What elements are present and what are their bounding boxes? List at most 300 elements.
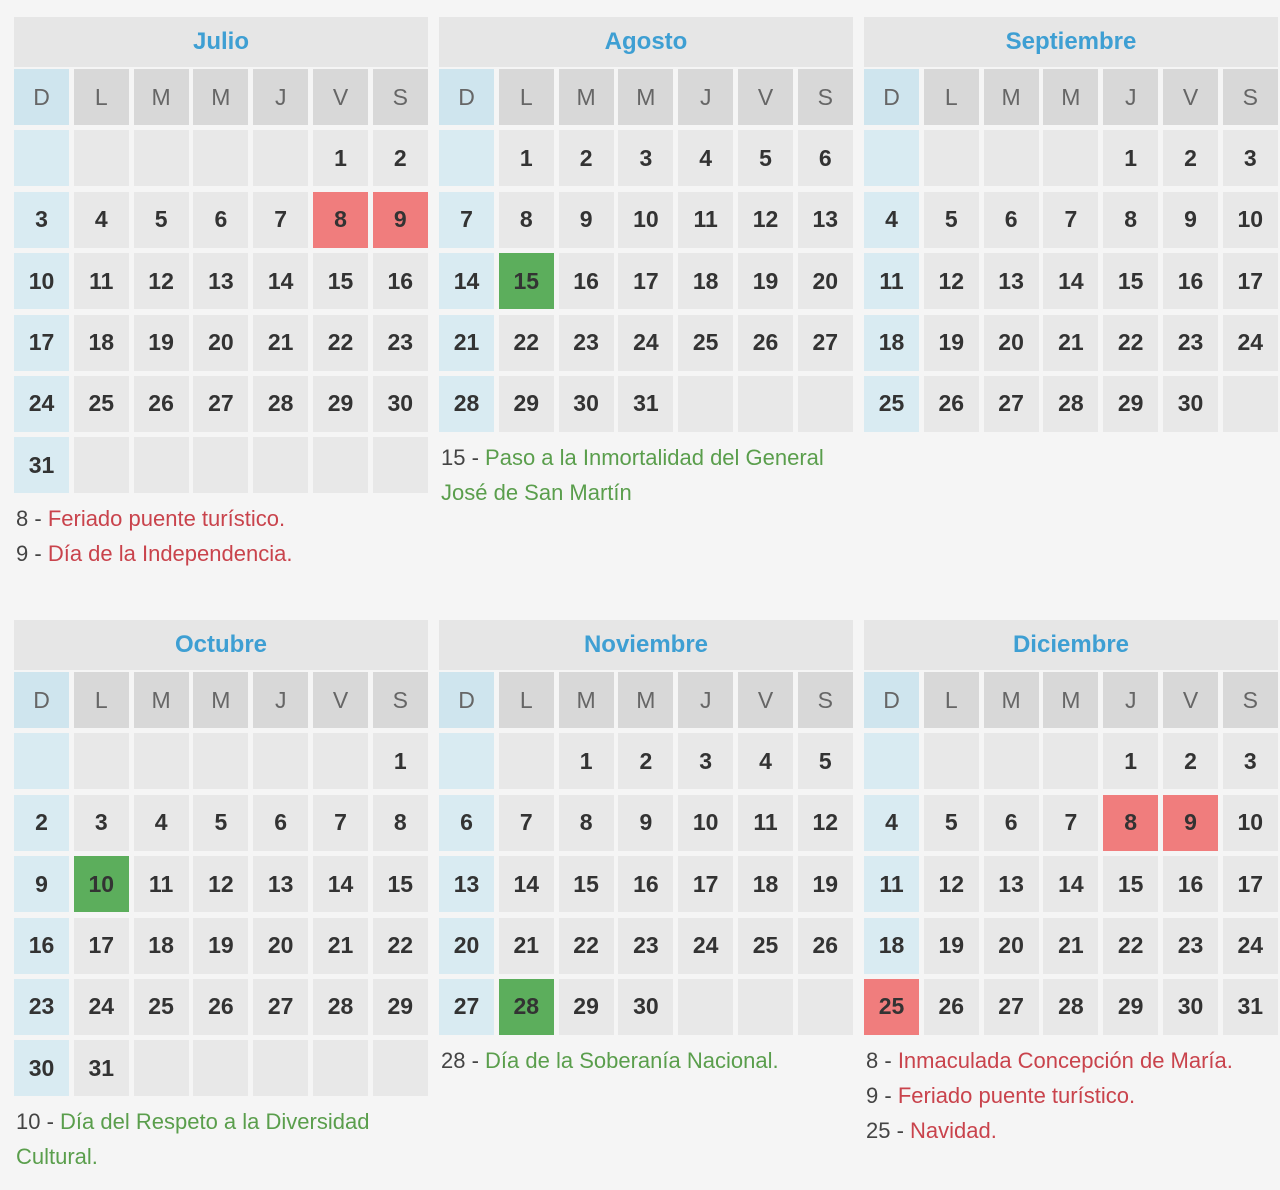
day-cell[interactable]: 15: [313, 253, 368, 309]
day-cell[interactable]: 16: [1163, 856, 1218, 912]
day-cell[interactable]: 12: [924, 856, 979, 912]
day-cell[interactable]: 13: [253, 856, 308, 912]
day-cell[interactable]: 10: [1223, 192, 1278, 248]
day-cell[interactable]: 1: [373, 733, 428, 789]
day-cell[interactable]: 8: [373, 795, 428, 851]
holiday-note-day: 28: [441, 1047, 466, 1073]
day-cell[interactable]: 1: [559, 733, 614, 789]
holiday-note-separator: -: [28, 506, 48, 532]
holiday-note-day: 9: [866, 1082, 879, 1108]
holiday-notes: [14, 1104, 428, 1174]
day-cell[interactable]: 9: [559, 192, 614, 248]
weekday-header: D: [439, 69, 494, 125]
empty-cell: [313, 1040, 368, 1096]
day-cell[interactable]: 30: [618, 979, 673, 1035]
day-cell[interactable]: 21: [1043, 315, 1098, 371]
day-cell[interactable]: 31: [1223, 979, 1278, 1035]
day-cell[interactable]: 14: [253, 253, 308, 309]
day-cell[interactable]: 17: [678, 856, 733, 912]
day-cell[interactable]: 26: [193, 979, 248, 1035]
day-cell[interactable]: 3: [618, 130, 673, 186]
empty-cell: [253, 437, 308, 493]
day-cell[interactable]: 29: [559, 979, 614, 1035]
day-cell[interactable]: 14: [499, 856, 554, 912]
day-cell[interactable]: 24: [1223, 315, 1278, 371]
weekday-header: S: [798, 672, 853, 728]
day-cell[interactable]: 3: [1223, 733, 1278, 789]
day-cell[interactable]: 20: [439, 918, 494, 974]
month-grid: [14, 672, 428, 1096]
month-title: Noviembre: [439, 620, 853, 670]
day-cell[interactable]: 26: [134, 376, 189, 432]
day-cell[interactable]: 24: [1223, 918, 1278, 974]
day-cell[interactable]: 22: [559, 918, 614, 974]
month-title: Agosto: [439, 17, 853, 67]
day-cell[interactable]: 7: [1043, 795, 1098, 851]
day-cell[interactable]: 18: [134, 918, 189, 974]
weekday-header: J: [678, 672, 733, 728]
day-cell[interactable]: 20: [984, 315, 1039, 371]
weekday-header: S: [798, 69, 853, 125]
day-cell[interactable]: 4: [134, 795, 189, 851]
day-cell[interactable]: 7: [499, 795, 554, 851]
day-cell[interactable]: 20: [253, 918, 308, 974]
day-cell[interactable]: 5: [798, 733, 853, 789]
day-cell[interactable]: 29: [1103, 979, 1158, 1035]
empty-cell: [924, 130, 979, 186]
day-cell[interactable]: 12: [798, 795, 853, 851]
day-cell[interactable]: 27: [439, 979, 494, 1035]
day-cell[interactable]: 10: [74, 856, 129, 912]
day-cell[interactable]: 11: [738, 795, 793, 851]
day-cell[interactable]: 28: [253, 376, 308, 432]
weekday-header: D: [14, 69, 69, 125]
day-cell[interactable]: 17: [1223, 253, 1278, 309]
day-cell[interactable]: 11: [864, 856, 919, 912]
day-cell[interactable]: 2: [14, 795, 69, 851]
weekday-header: V: [738, 672, 793, 728]
month-diciembre: [864, 620, 1278, 1148]
day-cell[interactable]: 13: [193, 253, 248, 309]
empty-cell: [193, 130, 248, 186]
month-agosto: [439, 17, 853, 510]
weekday-header: M: [984, 69, 1039, 125]
weekday-header: S: [1223, 69, 1278, 125]
holiday-note-separator: -: [465, 1047, 486, 1073]
day-cell[interactable]: 13: [798, 192, 853, 248]
day-cell[interactable]: 2: [1163, 733, 1218, 789]
weekday-header: L: [924, 69, 979, 125]
day-cell[interactable]: 6: [798, 130, 853, 186]
day-cell[interactable]: 20: [193, 315, 248, 371]
day-cell[interactable]: 5: [924, 795, 979, 851]
day-cell[interactable]: 31: [618, 376, 673, 432]
holiday-note-text: Día de la Independencia.: [47, 541, 293, 567]
holiday-note: [864, 1078, 1278, 1113]
day-cell[interactable]: 30: [373, 376, 428, 432]
empty-cell: [373, 437, 428, 493]
day-cell[interactable]: 18: [678, 253, 733, 309]
empty-cell: [373, 1040, 428, 1096]
holiday-notes: [864, 1043, 1278, 1148]
holiday-notes: [439, 1043, 853, 1078]
weekday-header: M: [559, 672, 614, 728]
day-cell[interactable]: 1: [313, 130, 368, 186]
weekday-header: J: [1103, 69, 1158, 125]
day-cell[interactable]: 22: [373, 918, 428, 974]
day-cell[interactable]: 29: [1103, 376, 1158, 432]
day-cell[interactable]: 22: [313, 315, 368, 371]
day-cell[interactable]: 30: [14, 1040, 69, 1096]
day-cell[interactable]: 13: [984, 253, 1039, 309]
holiday-note: [864, 1043, 1278, 1078]
day-cell[interactable]: 9: [1163, 795, 1218, 851]
month-grid: [14, 69, 428, 493]
day-cell[interactable]: 24: [618, 315, 673, 371]
day-cell[interactable]: 12: [924, 253, 979, 309]
weekday-header: V: [1163, 672, 1218, 728]
empty-cell: [134, 1040, 189, 1096]
weekday-header: J: [1103, 672, 1158, 728]
weekday-header: D: [864, 69, 919, 125]
holiday-note: [439, 440, 853, 510]
empty-cell: [193, 437, 248, 493]
weekday-header: M: [134, 672, 189, 728]
day-cell[interactable]: 26: [798, 918, 853, 974]
day-cell[interactable]: 16: [373, 253, 428, 309]
day-cell[interactable]: 2: [1163, 130, 1218, 186]
day-cell[interactable]: 13: [984, 856, 1039, 912]
day-cell[interactable]: 16: [618, 856, 673, 912]
day-cell[interactable]: 25: [864, 376, 919, 432]
day-cell[interactable]: 8: [1103, 192, 1158, 248]
month-grid: [864, 69, 1278, 432]
day-cell[interactable]: 23: [373, 315, 428, 371]
day-cell[interactable]: 29: [373, 979, 428, 1035]
weekday-header: S: [1223, 672, 1278, 728]
empty-cell: [74, 733, 129, 789]
weekday-header: D: [439, 672, 494, 728]
day-cell[interactable]: 27: [798, 315, 853, 371]
weekday-header: M: [193, 69, 248, 125]
day-cell[interactable]: 16: [1163, 253, 1218, 309]
day-cell[interactable]: 17: [618, 253, 673, 309]
day-cell[interactable]: 1: [1103, 130, 1158, 186]
day-cell[interactable]: 6: [253, 795, 308, 851]
empty-cell: [1043, 130, 1098, 186]
day-cell[interactable]: 26: [924, 979, 979, 1035]
day-cell[interactable]: 4: [74, 192, 129, 248]
day-cell[interactable]: 24: [74, 979, 129, 1035]
day-cell[interactable]: 5: [193, 795, 248, 851]
day-cell[interactable]: 19: [924, 315, 979, 371]
day-cell[interactable]: 5: [134, 192, 189, 248]
empty-cell: [134, 437, 189, 493]
day-cell[interactable]: 1: [1103, 733, 1158, 789]
day-cell[interactable]: 19: [924, 918, 979, 974]
empty-cell: [738, 376, 793, 432]
holiday-note: [864, 1113, 1278, 1148]
day-cell[interactable]: 29: [313, 376, 368, 432]
day-cell[interactable]: 6: [439, 795, 494, 851]
day-cell[interactable]: 7: [313, 795, 368, 851]
empty-cell: [798, 979, 853, 1035]
weekday-header: V: [313, 672, 368, 728]
holiday-note-day: 15: [441, 444, 466, 470]
day-cell[interactable]: 22: [1103, 315, 1158, 371]
day-cell[interactable]: 30: [1163, 376, 1218, 432]
day-cell[interactable]: 28: [439, 376, 494, 432]
weekday-header: M: [134, 69, 189, 125]
day-cell[interactable]: 10: [14, 253, 69, 309]
day-cell[interactable]: 2: [373, 130, 428, 186]
weekday-header: M: [559, 69, 614, 125]
day-cell[interactable]: 25: [134, 979, 189, 1035]
day-cell[interactable]: 27: [193, 376, 248, 432]
day-cell[interactable]: 31: [14, 437, 69, 493]
holiday-notes: [14, 501, 428, 571]
day-cell[interactable]: 28: [1043, 979, 1098, 1035]
day-cell[interactable]: 27: [984, 979, 1039, 1035]
day-cell[interactable]: 21: [253, 315, 308, 371]
day-cell[interactable]: 8: [499, 192, 554, 248]
holiday-note-text: Paso a la Inmortalidad del General José de San Martín: [441, 444, 824, 505]
day-cell[interactable]: 18: [738, 856, 793, 912]
day-cell[interactable]: 19: [798, 856, 853, 912]
day-cell[interactable]: 1: [499, 130, 554, 186]
day-cell[interactable]: 11: [134, 856, 189, 912]
holiday-note-day: 10: [16, 1109, 41, 1135]
day-cell[interactable]: 4: [864, 795, 919, 851]
day-cell[interactable]: 23: [14, 979, 69, 1035]
day-cell[interactable]: 6: [984, 795, 1039, 851]
day-cell[interactable]: 24: [14, 376, 69, 432]
day-cell[interactable]: 16: [559, 253, 614, 309]
holiday-notes: [439, 440, 853, 510]
day-cell[interactable]: 12: [134, 253, 189, 309]
holiday-note-text: Día del Respeto a la Diversidad Cultural.: [16, 1109, 370, 1170]
day-cell[interactable]: 8: [559, 795, 614, 851]
day-cell[interactable]: 18: [74, 315, 129, 371]
empty-cell: [134, 130, 189, 186]
day-cell[interactable]: 4: [738, 733, 793, 789]
day-cell[interactable]: 27: [984, 376, 1039, 432]
day-cell[interactable]: 18: [864, 918, 919, 974]
day-cell[interactable]: 3: [1223, 130, 1278, 186]
day-cell[interactable]: 20: [984, 918, 1039, 974]
empty-cell: [74, 437, 129, 493]
day-cell[interactable]: 19: [738, 253, 793, 309]
day-cell[interactable]: 14: [1043, 856, 1098, 912]
empty-cell: [134, 733, 189, 789]
day-cell[interactable]: 6: [193, 192, 248, 248]
empty-cell: [1223, 376, 1278, 432]
day-cell[interactable]: 24: [678, 918, 733, 974]
day-cell[interactable]: 12: [738, 192, 793, 248]
day-cell[interactable]: 14: [1043, 253, 1098, 309]
empty-cell: [984, 733, 1039, 789]
empty-cell: [439, 733, 494, 789]
weekday-header: V: [1163, 69, 1218, 125]
day-cell[interactable]: 15: [1103, 253, 1158, 309]
month-grid: [439, 672, 853, 1035]
empty-cell: [74, 130, 129, 186]
holiday-note-separator: -: [878, 1047, 898, 1073]
day-cell[interactable]: 10: [678, 795, 733, 851]
month-noviembre: [439, 620, 853, 1078]
day-cell[interactable]: 19: [134, 315, 189, 371]
day-cell[interactable]: 23: [618, 918, 673, 974]
month-title: Julio: [14, 17, 428, 67]
weekday-header: M: [984, 672, 1039, 728]
weekday-header: D: [14, 672, 69, 728]
empty-cell: [313, 733, 368, 789]
day-cell[interactable]: 25: [864, 979, 919, 1035]
weekday-header: J: [253, 672, 308, 728]
day-cell[interactable]: 17: [74, 918, 129, 974]
day-cell[interactable]: 9: [373, 192, 428, 248]
day-cell[interactable]: 17: [1223, 856, 1278, 912]
day-cell[interactable]: 4: [678, 130, 733, 186]
day-cell[interactable]: 7: [439, 192, 494, 248]
empty-cell: [193, 1040, 248, 1096]
day-cell[interactable]: 7: [253, 192, 308, 248]
day-cell[interactable]: 7: [1043, 192, 1098, 248]
holiday-note: [439, 1043, 853, 1078]
day-cell[interactable]: 15: [559, 856, 614, 912]
day-cell[interactable]: 3: [14, 192, 69, 248]
day-cell[interactable]: 25: [738, 918, 793, 974]
day-cell[interactable]: 21: [439, 315, 494, 371]
empty-cell: [678, 376, 733, 432]
day-cell[interactable]: 2: [559, 130, 614, 186]
day-cell[interactable]: 22: [499, 315, 554, 371]
day-cell[interactable]: 12: [193, 856, 248, 912]
weekday-header: M: [193, 672, 248, 728]
holiday-note: [14, 1104, 428, 1174]
holiday-note-day: 8: [16, 506, 29, 532]
holiday-note-text: Feriado puente turístico.: [897, 1082, 1136, 1108]
day-cell[interactable]: 11: [864, 253, 919, 309]
weekday-header: L: [74, 69, 129, 125]
weekday-header: M: [1043, 69, 1098, 125]
empty-cell: [253, 733, 308, 789]
day-cell[interactable]: 26: [924, 376, 979, 432]
holiday-note: [14, 501, 428, 536]
weekday-header: L: [499, 672, 554, 728]
day-cell[interactable]: 5: [924, 192, 979, 248]
day-cell[interactable]: 28: [1043, 376, 1098, 432]
month-grid: [864, 672, 1278, 1035]
weekday-header: V: [738, 69, 793, 125]
day-cell[interactable]: 20: [798, 253, 853, 309]
empty-cell: [439, 130, 494, 186]
day-cell[interactable]: 14: [313, 856, 368, 912]
weekday-header: J: [678, 69, 733, 125]
weekday-header: M: [618, 69, 673, 125]
empty-cell: [924, 733, 979, 789]
day-cell[interactable]: 21: [499, 918, 554, 974]
day-cell[interactable]: 26: [738, 315, 793, 371]
day-cell[interactable]: 31: [74, 1040, 129, 1096]
day-cell[interactable]: 25: [678, 315, 733, 371]
weekday-header: V: [313, 69, 368, 125]
day-cell[interactable]: 30: [559, 376, 614, 432]
day-cell[interactable]: 23: [559, 315, 614, 371]
day-cell[interactable]: 11: [678, 192, 733, 248]
day-cell[interactable]: 19: [193, 918, 248, 974]
day-cell[interactable]: 23: [1163, 315, 1218, 371]
day-cell[interactable]: 25: [74, 376, 129, 432]
day-cell[interactable]: 3: [678, 733, 733, 789]
month-octubre: [14, 620, 428, 1174]
empty-cell: [1043, 733, 1098, 789]
empty-cell: [14, 733, 69, 789]
weekday-header: S: [373, 69, 428, 125]
day-cell[interactable]: 10: [1223, 795, 1278, 851]
day-cell[interactable]: 9: [618, 795, 673, 851]
weekday-header: L: [74, 672, 129, 728]
empty-cell: [864, 733, 919, 789]
day-cell[interactable]: 29: [499, 376, 554, 432]
holiday-note-text: Día de la Soberanía Nacional.: [485, 1047, 779, 1073]
month-septiembre: [864, 17, 1278, 432]
day-cell[interactable]: 18: [864, 315, 919, 371]
day-cell[interactable]: 4: [864, 192, 919, 248]
day-cell[interactable]: 30: [1163, 979, 1218, 1035]
day-cell[interactable]: 11: [74, 253, 129, 309]
day-cell[interactable]: 9: [14, 856, 69, 912]
day-cell[interactable]: 8: [313, 192, 368, 248]
day-cell[interactable]: 6: [984, 192, 1039, 248]
empty-cell: [253, 130, 308, 186]
day-cell[interactable]: 21: [313, 918, 368, 974]
holiday-note-separator: -: [465, 444, 486, 470]
day-cell[interactable]: 10: [618, 192, 673, 248]
day-cell[interactable]: 28: [499, 979, 554, 1035]
day-cell[interactable]: 3: [74, 795, 129, 851]
day-cell[interactable]: 21: [1043, 918, 1098, 974]
day-cell[interactable]: 15: [373, 856, 428, 912]
day-cell[interactable]: 16: [14, 918, 69, 974]
holiday-note: [14, 536, 428, 571]
holiday-note-day: 9: [16, 541, 29, 567]
day-cell[interactable]: 9: [1163, 192, 1218, 248]
day-cell[interactable]: 8: [1103, 795, 1158, 851]
day-cell[interactable]: 5: [738, 130, 793, 186]
day-cell[interactable]: 27: [253, 979, 308, 1035]
holiday-note-text: Navidad.: [910, 1117, 997, 1143]
month-grid: [439, 69, 853, 432]
day-cell[interactable]: 17: [14, 315, 69, 371]
empty-cell: [864, 130, 919, 186]
day-cell[interactable]: 28: [313, 979, 368, 1035]
month-title: Octubre: [14, 620, 428, 670]
day-cell[interactable]: 13: [439, 856, 494, 912]
day-cell[interactable]: 22: [1103, 918, 1158, 974]
month-julio: [14, 17, 428, 571]
holiday-note-day: 8: [866, 1047, 879, 1073]
empty-cell: [499, 733, 554, 789]
day-cell[interactable]: 15: [499, 253, 554, 309]
weekday-header: M: [618, 672, 673, 728]
empty-cell: [313, 437, 368, 493]
day-cell[interactable]: 2: [618, 733, 673, 789]
day-cell[interactable]: 14: [439, 253, 494, 309]
day-cell[interactable]: 15: [1103, 856, 1158, 912]
weekday-header: D: [864, 672, 919, 728]
day-cell[interactable]: 23: [1163, 918, 1218, 974]
